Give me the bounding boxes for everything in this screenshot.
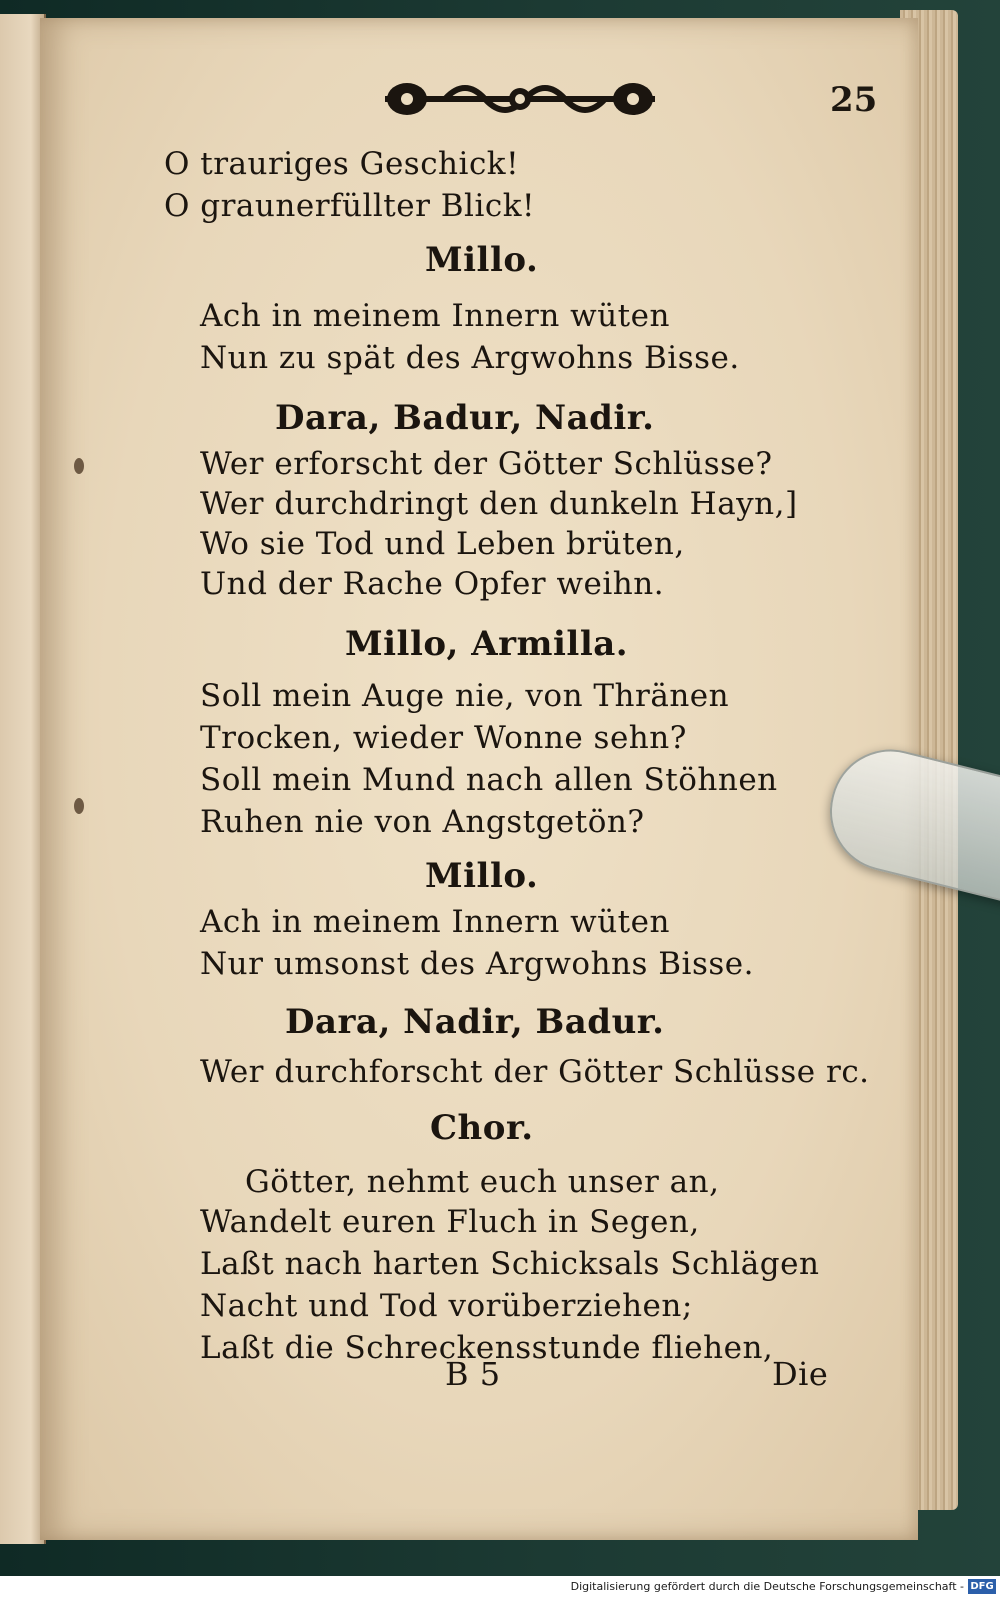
text-block	[40, 18, 918, 1540]
footer-credit: Digitalisierung gefördert durch die Deutsche Forschungsgemeinschaft -	[570, 1580, 964, 1593]
verse-line: Soll mein Auge nie, von Thränen	[200, 678, 730, 714]
speaker-heading: Chor.	[430, 1108, 534, 1148]
verse-line: Laßt die Schreckensstunde fliehen,	[200, 1330, 774, 1366]
speaker-heading: Millo, Armilla.	[345, 624, 629, 664]
verse-line: Nun zu spät des Argwohns Bisse.	[200, 340, 740, 376]
verse-line: Wer erforscht der Götter Schlüsse?	[200, 446, 773, 482]
speaker-heading: Millo.	[425, 240, 539, 280]
speaker-heading: Dara, Badur, Nadir.	[275, 398, 655, 438]
verse-line: Ruhen nie von Angstgetön?	[200, 804, 645, 840]
verse-line: Wo sie Tod und Leben brüten,	[200, 526, 685, 562]
book-page	[40, 18, 918, 1540]
verse-line: Und der Rache Opfer weihn.	[200, 566, 665, 602]
verse-line: Götter, nehmt euch unser an,	[245, 1164, 720, 1200]
verse-line: Wer durchdringt den dunkeln Hayn,]	[200, 486, 798, 522]
verse-line: Laßt nach harten Schicksals Schlägen	[200, 1246, 820, 1282]
verse-line: Ach in meinem Innern wüten	[200, 904, 670, 940]
verse-line: Nur umsonst des Argwohns Bisse.	[200, 946, 754, 982]
verse-line: Wer durchforscht der Götter Schlüsse rc.	[200, 1054, 870, 1090]
verse-line: O graunerfüllter Blick!	[164, 188, 535, 224]
catchword: Die	[772, 1355, 829, 1393]
speaker-heading: Millo.	[425, 856, 539, 896]
verse-line: Soll mein Mund nach allen Stöhnen	[200, 762, 778, 798]
verse-line: Nacht und Tod vorüberziehen;	[200, 1288, 693, 1324]
verse-line: Trocken, wieder Wonne sehn?	[200, 720, 687, 756]
dfg-logo: DFG	[968, 1579, 996, 1594]
signature-mark: B 5	[445, 1355, 501, 1393]
page-number: 25	[830, 80, 878, 120]
speaker-heading: Dara, Nadir, Badur.	[285, 1002, 665, 1042]
verse-line: O trauriges Geschick!	[164, 146, 520, 182]
verse-line: Wandelt euren Fluch in Segen,	[200, 1204, 700, 1240]
verse-line: Ach in meinem Innern wüten	[200, 298, 670, 334]
